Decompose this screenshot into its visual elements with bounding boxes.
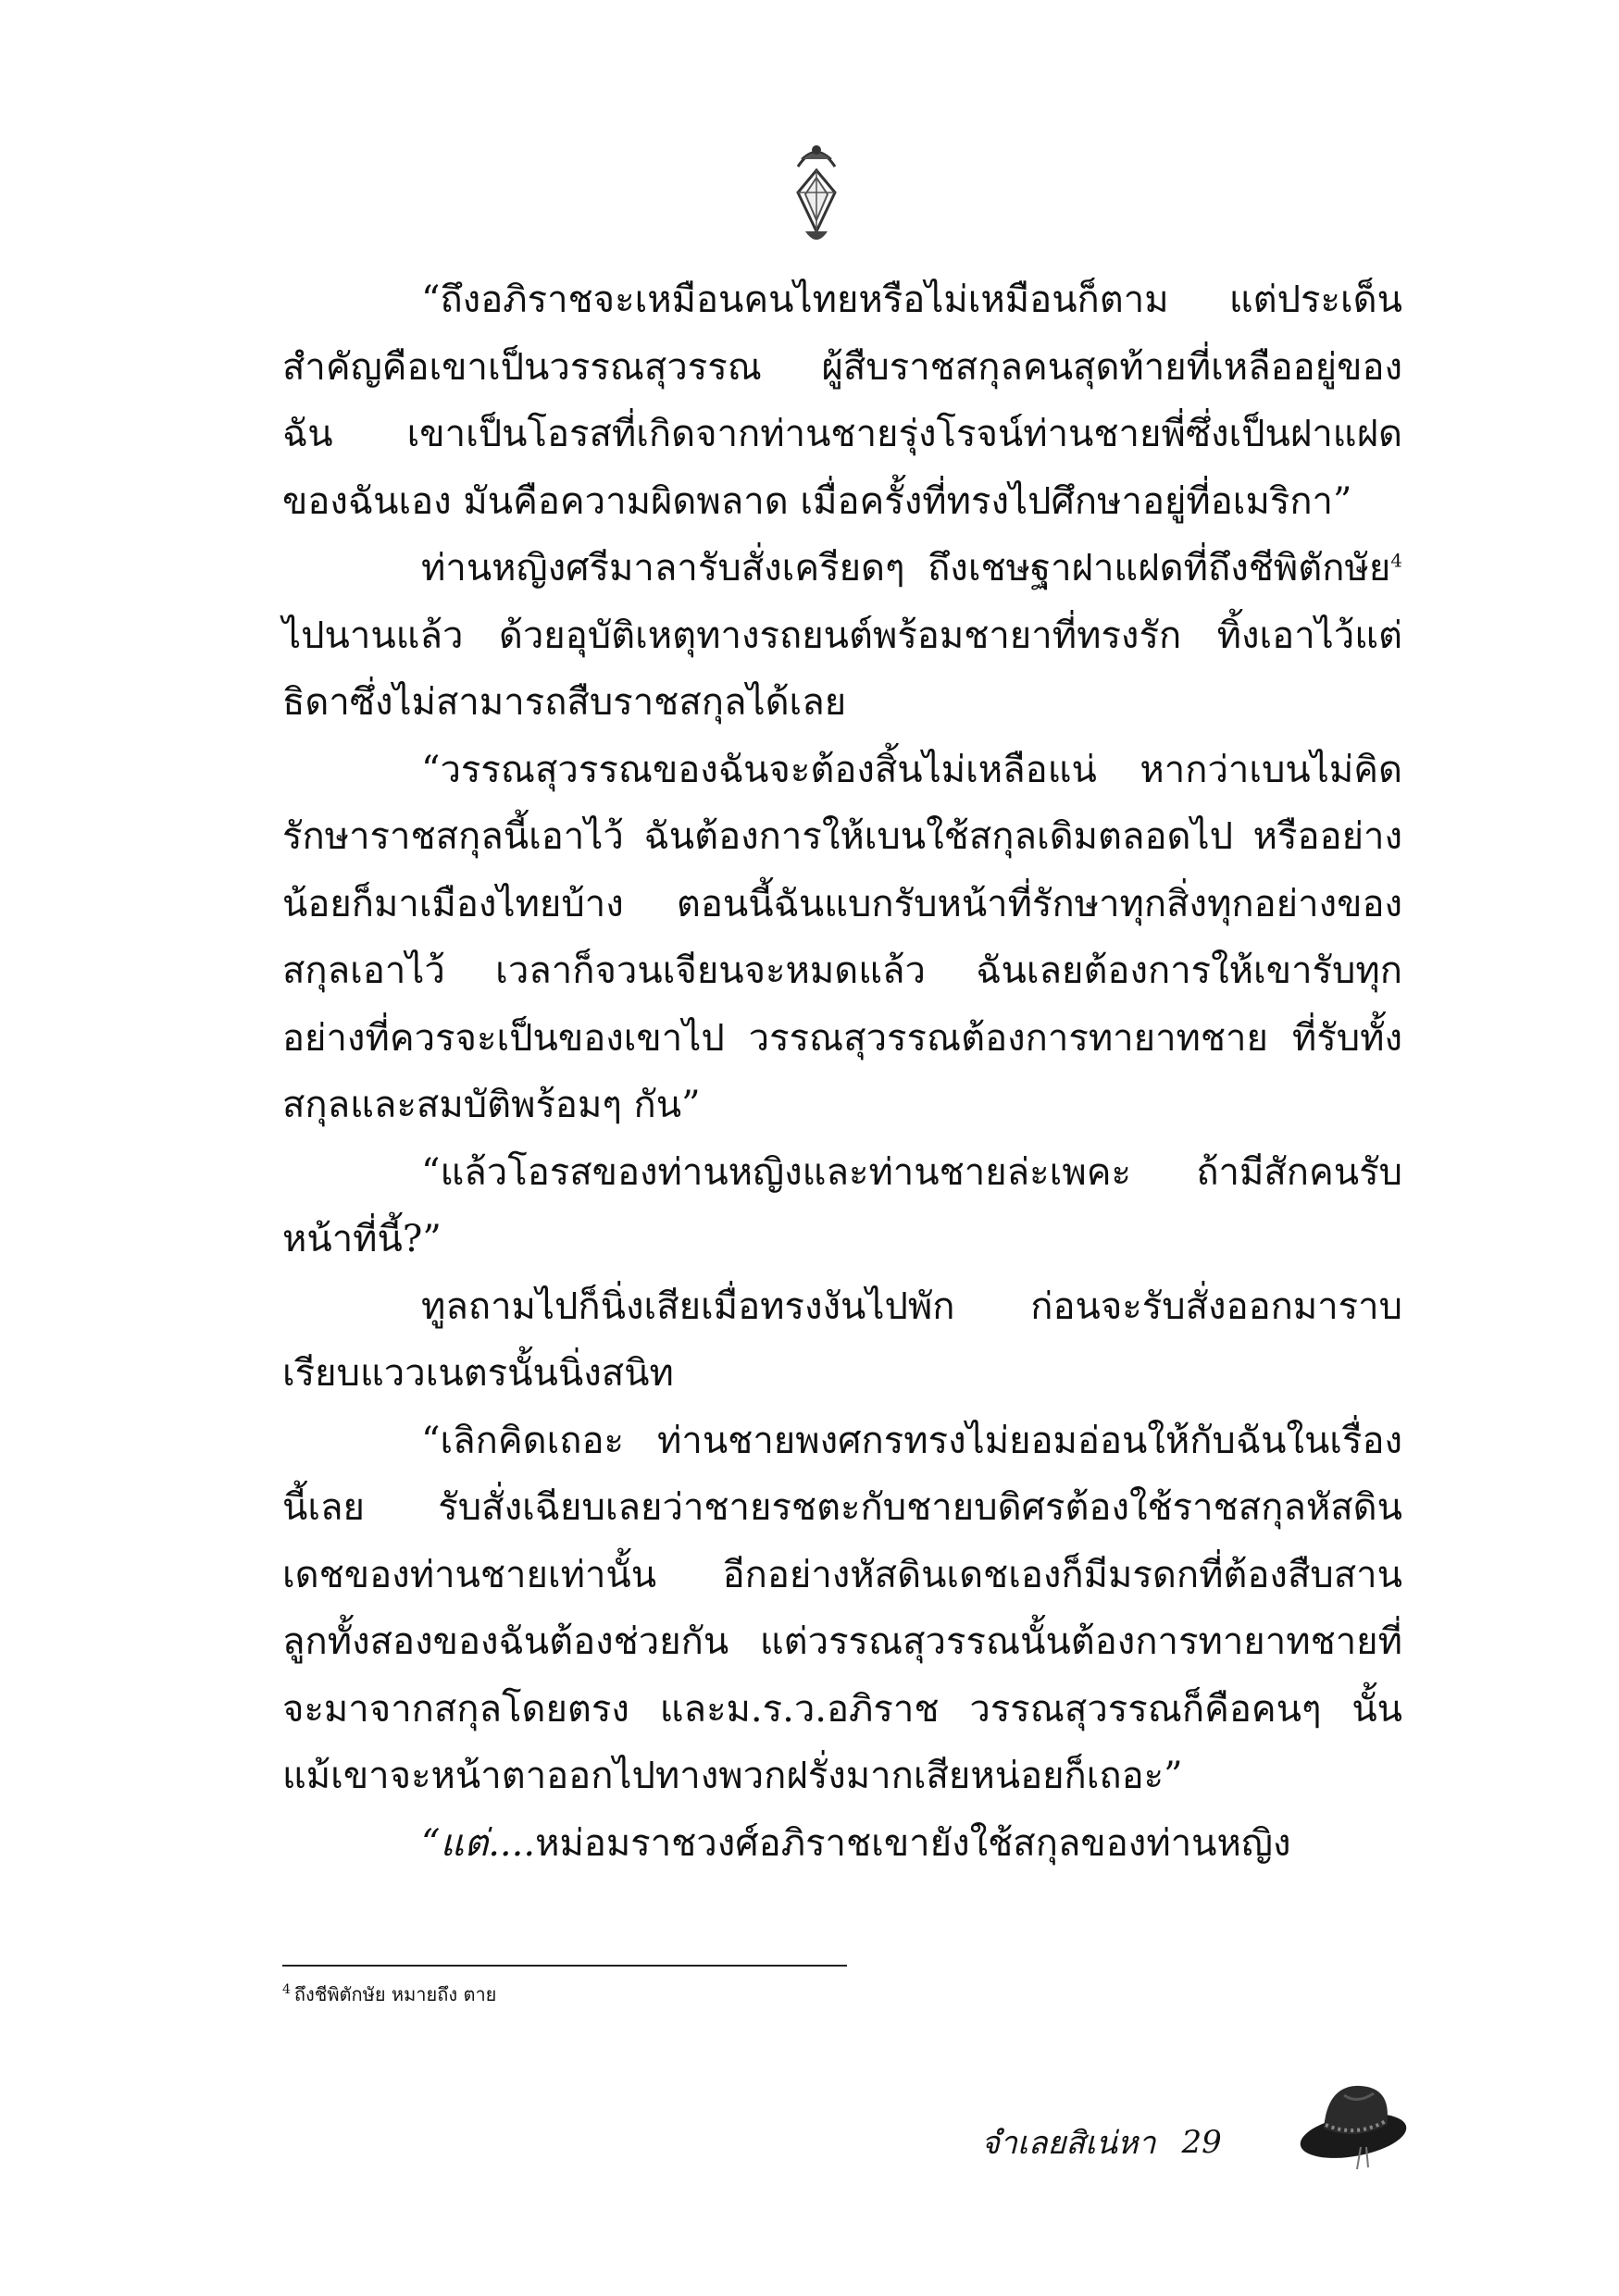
- footnote-divider: [282, 1965, 847, 1967]
- paragraph-5: [282, 1273, 1402, 1408]
- footnote-number: 4: [282, 1982, 291, 1998]
- paragraph-text-continued: ไปนานแล้ว ด้วยอุบัติเหตุทางรถยนต์พร้อมชายาที่ทรงรัก ทิ้งเอาไว้แต่ธิดาซึ่งไม่สามารถสืบราชสกุลได้เลย: [282, 614, 1402, 724]
- paragraph-3: [282, 737, 1402, 1139]
- paragraph-text: “วรรณสุวรรณของฉันจะต้องสิ้นไม่เหลือแน่ หากว่าเบนไม่คิดรักษาราชสกุลนี้เอาไว้ ฉันต้องการให้เบนใช้สกุลเดิมตลอดไป หรืออย่างน้อยก็มาเมืองไทยบ้าง ตอนนี้ฉันแบกรับหน้าที่รักษาทุกสิ่งทุกอย่างของสกุลเอาไว้ เวลาก็จวนเจียนจะหมดแล้ว ฉันเลยต้องการให้เขารับทุกอย่างที่ควรจะเป็นของเขาไป วรรณสุวรรณต้องการทายาทชาย ที่รับทั้งสกุลและสมบัติพร้อมๆ กัน”: [282, 748, 1402, 1126]
- cowboy-hat-icon: [1296, 2064, 1416, 2175]
- paragraph-text: ทูลถามไปก็นิ่งเสียเมื่อทรงงันไปพัก ก่อนจะรับสั่งออกมาราบเรียบแววเนตรนั้นนิ่งสนิท: [282, 1285, 1402, 1395]
- paragraph-text: “แล้วโอรสของท่านหญิงและท่านชายล่ะเพคะ ถ้ามีสักคนรับหน้าที่นี้?”: [282, 1150, 1402, 1260]
- paragraph-7: [282, 1810, 1402, 1878]
- paragraph-1: [282, 267, 1402, 535]
- paragraph-text: “เลิกคิดเถอะ ท่านชายพงศกรทรงไม่ยอมอ่อนให้กับฉันในเรื่องนี้เลย รับสั่งเฉียบเลยว่าชายรชตะกับชายบดิศรต้องใช้ราชสกุลหัสดินเดชของท่านชายเท่านั้น อีกอย่างหัสดินเดชเองก็มีมรดกที่ต้องสืบสาน ลูกทั้งสองของฉันต้องช่วยกัน แต่วรรณสุวรรณนั้นต้องการทายาทชายที่จะมาจากสกุลโดยตรง และม.ร.ว.อภิราช วรรณสุวรรณก็คือคนๆ นั้น แม้เขาจะหน้าตาออกไปทางพวกฝรั่งมากเสียหน่อยก็เถอะ”: [282, 1419, 1402, 1797]
- paragraph-text: หม่อมราชวงศ์อภิราชเขายังใช้สกุลของท่านหญิง: [535, 1821, 1291, 1865]
- lantern-ornament-icon: [789, 139, 844, 250]
- paragraph-text: “ถึงอภิราชจะเหมือนคนไทยหรือไม่เหมือนก็ตาม แต่ประเด็นสำคัญคือเขาเป็นวรรณสุวรรณ ผู้สืบราชสกุลคนสุดท้ายที่เหลืออยู่ของฉัน เขาเป็นโอรสที่เกิดจากท่านชายรุ่งโรจน์ท่านชายพี่ซึ่งเป็นฝาแฝดของฉันเอง มันคือความผิดพลาด เมื่อครั้งที่ทรงไปศึกษาอยู่ที่อเมริกา”: [282, 279, 1402, 523]
- footnote: [282, 1980, 1115, 2008]
- footnote-reference[interactable]: 4: [1390, 549, 1402, 572]
- paragraph-6: [282, 1408, 1402, 1810]
- paragraph-2: [282, 535, 1402, 737]
- paragraph-italic-text: “แต่....: [421, 1821, 536, 1865]
- body-text: [282, 267, 1402, 1877]
- page-number: 29: [1181, 2124, 1222, 2161]
- footnote-text: ถึงชีพิตักษัย หมายถึง ตาย: [293, 1983, 497, 2005]
- book-title: จำเลยสิเน่หา: [981, 2125, 1156, 2162]
- paragraph-text: ท่านหญิงศรีมาลารับสั่งเครียดๆ ถึงเชษฐาฝาแฝดที่ถึงชีพิตักษัย: [421, 547, 1391, 590]
- page-footer: [981, 2115, 1296, 2170]
- paragraph-4: [282, 1139, 1402, 1273]
